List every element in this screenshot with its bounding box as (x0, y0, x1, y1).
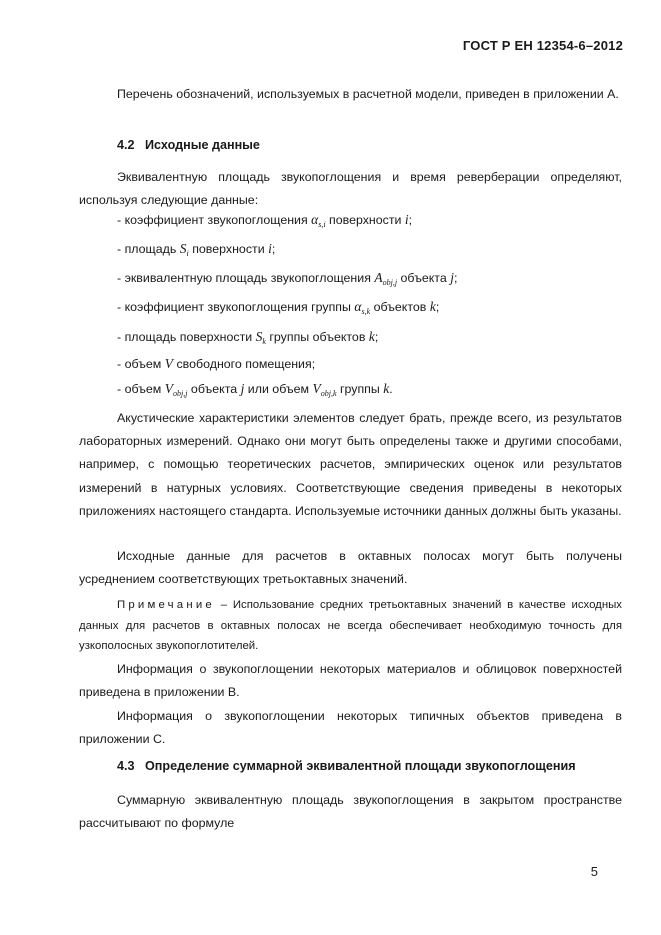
section-heading-4-2 (117, 138, 260, 152)
item-text: - площадь поверхности (117, 330, 253, 344)
math-symbol: $V_{obj,j}$ (164, 381, 188, 398)
item-text: . (389, 382, 393, 396)
lead-paragraph: Эквивалентную площадь звукопоглощения и время реверберации определяют, используя следующие данные: (79, 170, 622, 208)
list-item (117, 299, 439, 315)
list-item (117, 329, 378, 345)
note-text: – Использование средних третьоктавных значений в качестве исходных данных для расчетов в октавных полосах не всегда обеспечивает необходимую точность для узкополосных звукопоглотителей. (79, 599, 622, 652)
math-symbol: $\alpha_{s,k}$ (354, 299, 371, 316)
paragraph-info-c: Информация о звукопоглощении некоторых типичных объектов приведена в приложении С. (79, 709, 622, 747)
document-header: ГОСТ Р ЕН 12354-6–2012 (462, 38, 623, 53)
math-symbol: $S_i$ (179, 241, 189, 258)
math-symbol: $V_{obj,k}$ (312, 381, 337, 398)
math-symbol: $A_{obj,j}$ (374, 270, 398, 287)
item-text: - объем (117, 382, 162, 396)
page-number: 5 (590, 864, 598, 879)
item-text: или объем (247, 382, 310, 396)
item-text: - эквивалентную площадь звукопоглощения (117, 271, 371, 285)
item-text: ; (271, 242, 276, 256)
math-symbol: k (368, 329, 375, 344)
section-number: 4.3 (117, 759, 135, 773)
list-item (117, 270, 457, 286)
math-symbol: $S_k$ (255, 329, 266, 346)
item-text: группы объектов (269, 330, 366, 344)
note-paragraph (79, 595, 622, 657)
math-symbol: k (429, 299, 436, 314)
section-heading-4-3 (117, 759, 576, 773)
list-item (117, 241, 275, 257)
item-text: объекта (190, 382, 238, 396)
math-symbol: i (404, 212, 409, 227)
item-text: ; (374, 330, 379, 344)
math-symbol: k (383, 381, 390, 396)
item-text: - коэффициент звукопоглощения (117, 213, 308, 227)
section-title: Определение суммарной эквивалентной площади звукопоглощения (145, 759, 576, 773)
note-label: Примечание (117, 599, 215, 611)
intro-paragraph: Перечень обозначений, используемых в расчетной модели, приведен в приложении А. (117, 87, 619, 101)
item-text: объектов (373, 300, 427, 314)
item-text: ; (408, 213, 413, 227)
item-text: группы (339, 382, 380, 396)
item-text: - коэффициент звукопоглощения группы (117, 300, 351, 314)
paragraph-octave: Исходные данные для расчетов в октавных полосах могут быть получены усреднением соответствующих третьоктавных значений. (79, 549, 622, 587)
item-text: свободного помещения; (176, 357, 316, 371)
section-number: 4.2 (117, 138, 135, 152)
paragraph-formula-intro: Суммарную эквивалентную площадь звукопоглощения в закрытом пространстве рассчитывают по формуле (79, 793, 622, 831)
item-text: - объем (117, 357, 162, 371)
math-symbol: i (268, 241, 272, 256)
item-text: объекта (400, 271, 447, 285)
paragraph-acoustic: Акустические характеристики элементов следует брать, прежде всего, из результатов лабораторных измерений. Однако они могут быть определены также и другими способами, например, с помощью теоретических расчетов, эмпирических оценок или результатов измерений в натурных условиях. Соответствующие сведения приведены в некоторых приложениях настоящего стандарта. Используемые источники данных должны быть указаны. (79, 411, 622, 518)
item-text: поверхности (329, 213, 402, 227)
math-symbol: V (164, 356, 174, 371)
section-title: Исходные данные (145, 138, 260, 152)
list-item (117, 212, 412, 228)
paragraph-info-b: Информация о звукопоглощении некоторых материалов и облицовок поверхностей приведена в приложении В. (79, 662, 622, 700)
item-text: поверхности (192, 242, 265, 256)
math-symbol: j (450, 270, 454, 285)
item-text: ; (453, 271, 458, 285)
item-text: - площадь (117, 242, 177, 256)
math-symbol: j (240, 381, 245, 396)
list-item (117, 356, 315, 372)
math-symbol: $\alpha_{s,i}$ (311, 212, 326, 229)
item-text: ; (435, 300, 440, 314)
list-item (117, 381, 393, 397)
